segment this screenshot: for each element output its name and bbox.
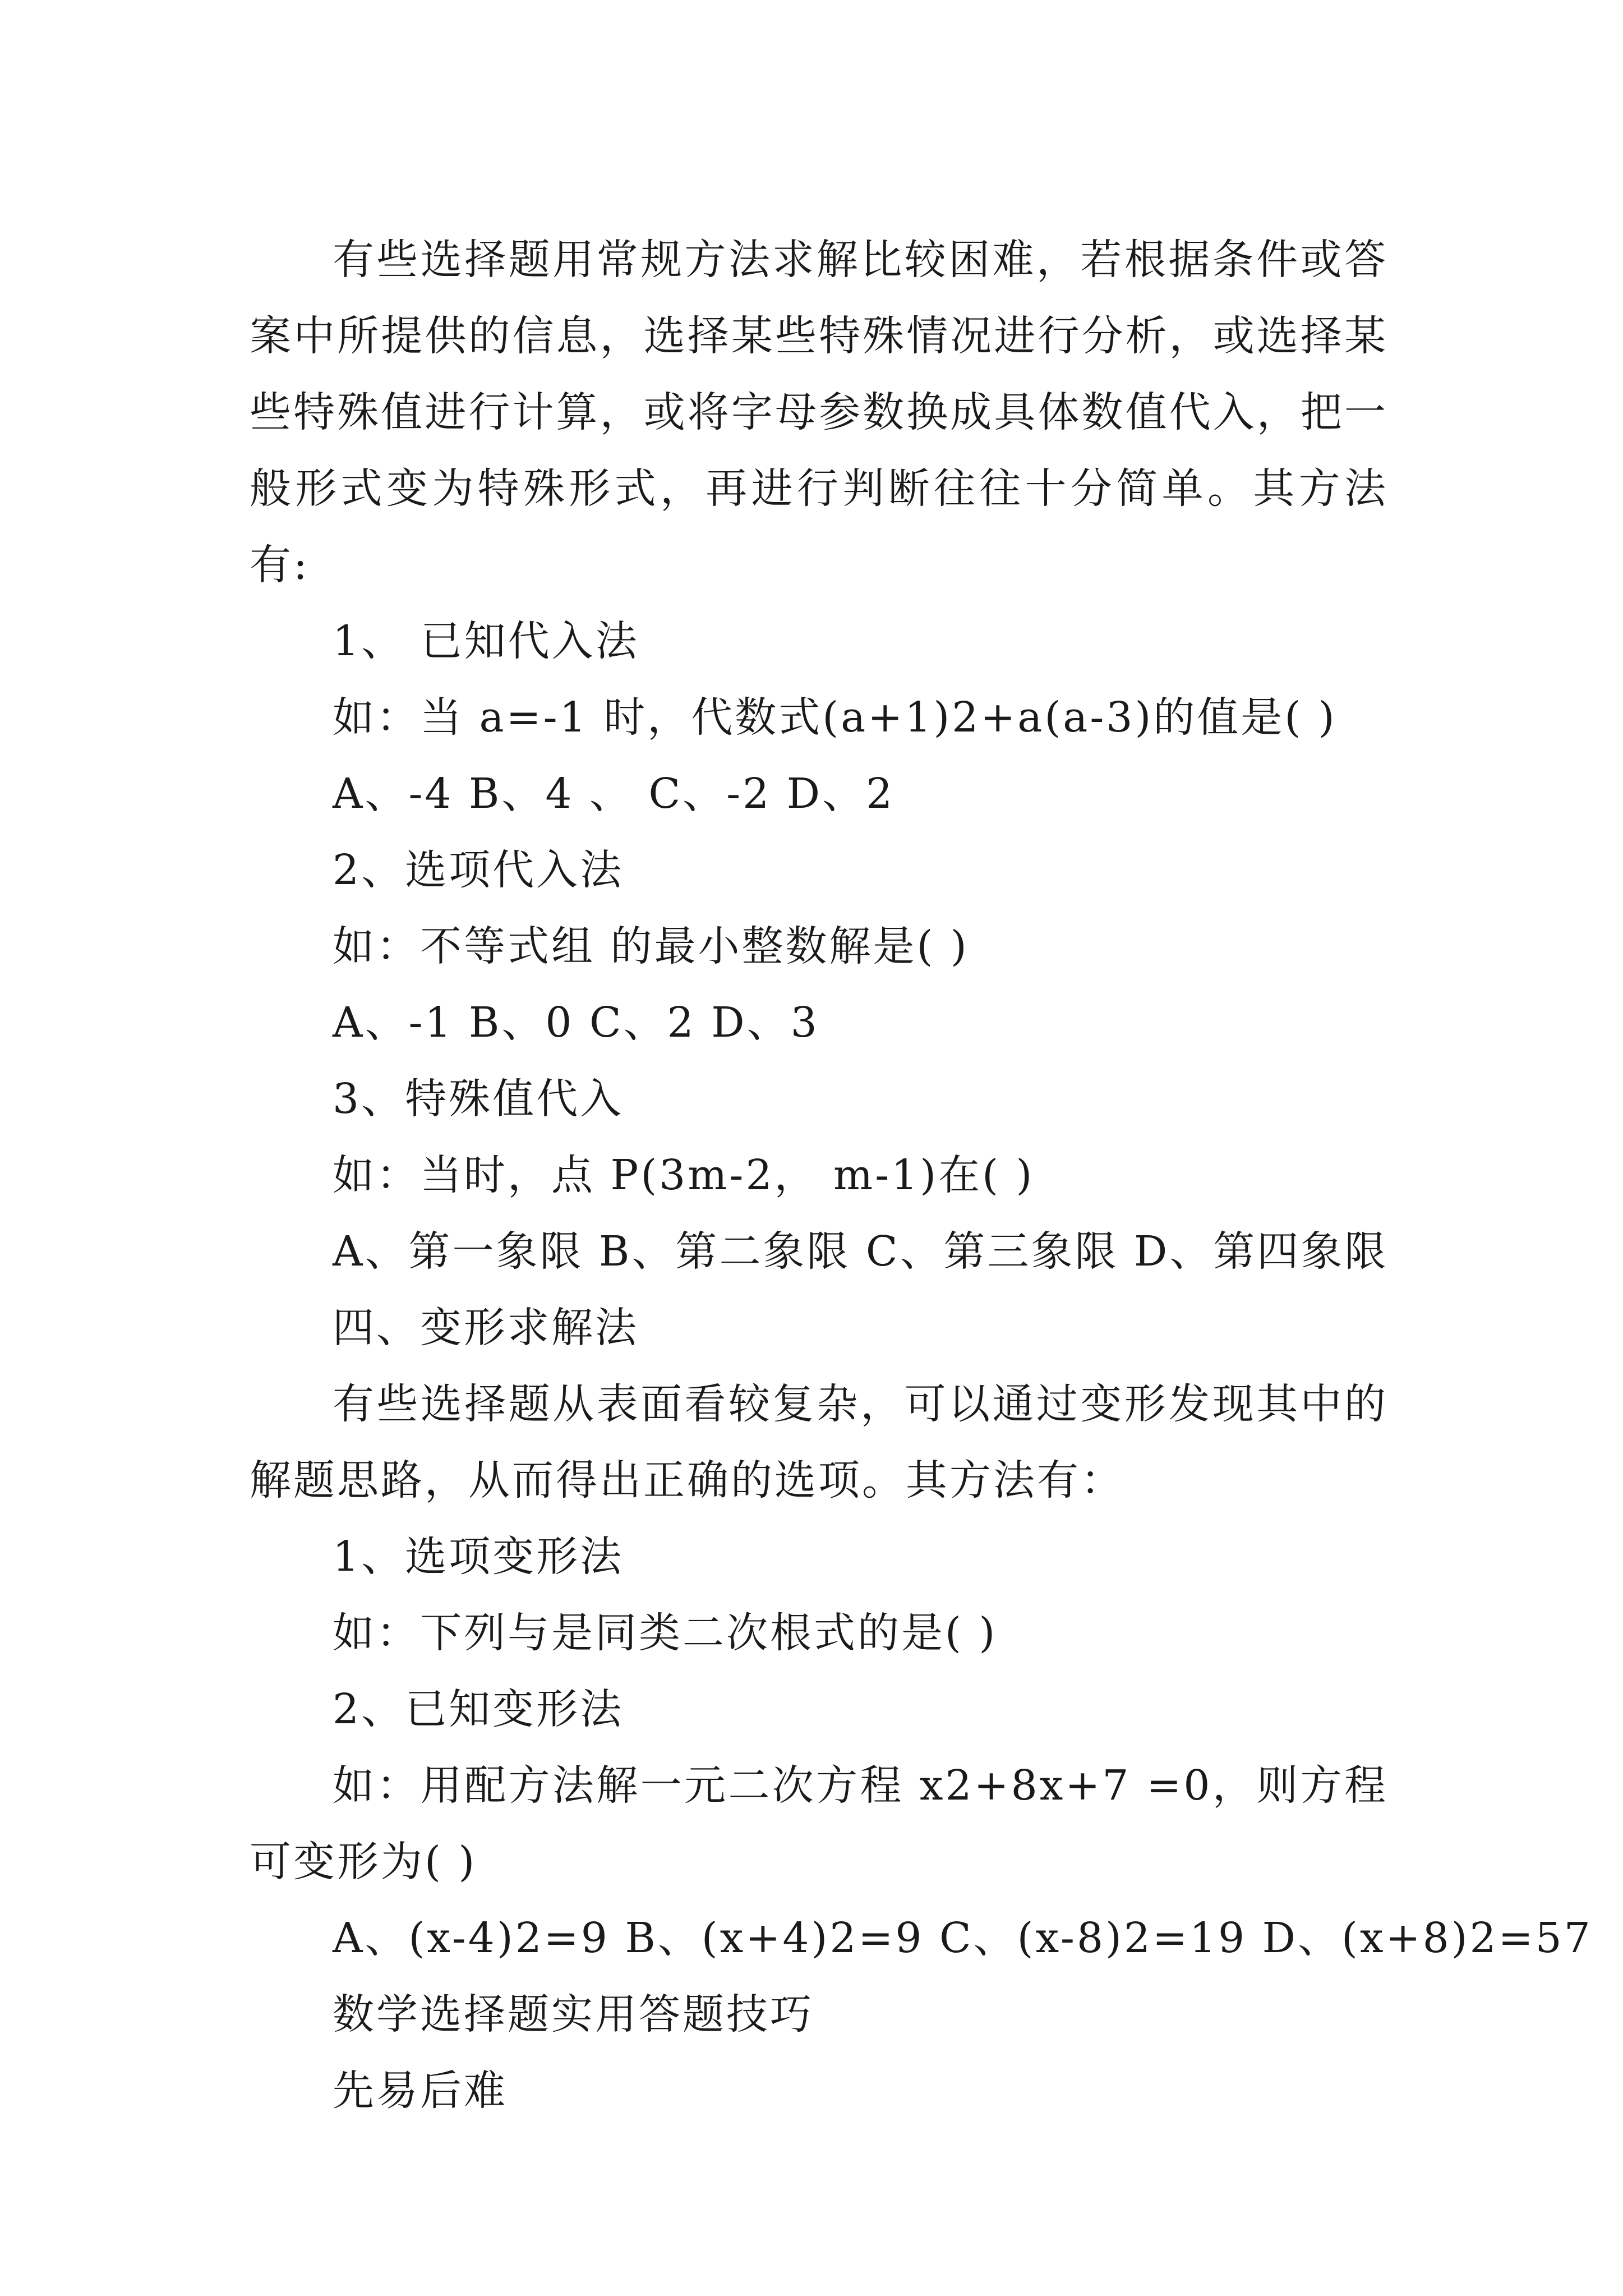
- paragraph-intro: 有些选择题用常规方法求解比较困难，若根据条件或答案中所提供的信息，选择某些特殊情况进行分析，或选择某些特殊值进行计算，或将字母参数换成具体数值代入，把一般形式变为特殊形式，再进行判断往往十分简单。其方法有:: [250, 236, 1388, 589]
- example-question: 如：下列与是同类二次根式的是( ): [333, 1609, 998, 1657]
- document-body: [250, 222, 1593, 2129]
- answer-options: A、(x-4)2=9 B、(x+4)2=9 C、(x-8)2=19 D、(x+8)2=57: [333, 1914, 1593, 1962]
- example-question: 如：当时，点 P(3m-2， m-1)在( ): [333, 1151, 1035, 1199]
- answer-options: A、第一象限 B、第二象限 C、第三象限 D、第四象限: [333, 1227, 1389, 1276]
- section-heading-transform: 四、变形求解法: [333, 1304, 639, 1352]
- example-question: 如：当 a=-1 时，代数式(a+1)2+a(a-3)的值是( ): [333, 693, 1337, 742]
- answer-options: A、-1 B、0 C、2 D、3: [333, 999, 819, 1047]
- heading-option-substitution: 2、选项代入法: [333, 846, 624, 894]
- example-question: 如：用配方法解一元二次方程 x2+8x+7 =0，则方程可变形为( ): [250, 1761, 1388, 1886]
- section-heading-tips: 数学选择题实用答题技巧: [333, 1990, 814, 2039]
- tip-item: 先易后难: [333, 2067, 508, 2115]
- heading-option-transform: 1、选项变形法: [333, 1533, 624, 1581]
- heading-known-transform: 2、已知变形法: [333, 1685, 624, 1733]
- heading-known-substitution: 1、 已知代入法: [333, 617, 639, 665]
- answer-options: A、-4 B、4 、 C、-2 D、2: [333, 770, 895, 818]
- heading-special-value: 3、特殊值代入: [333, 1075, 624, 1123]
- example-question: 如：不等式组 的最小整数解是( ): [333, 922, 969, 970]
- paragraph-transform-intro: 有些选择题从表面看较复杂，可以通过变形发现其中的解题思路，从而得出正确的选项。其方法有：: [250, 1380, 1388, 1504]
